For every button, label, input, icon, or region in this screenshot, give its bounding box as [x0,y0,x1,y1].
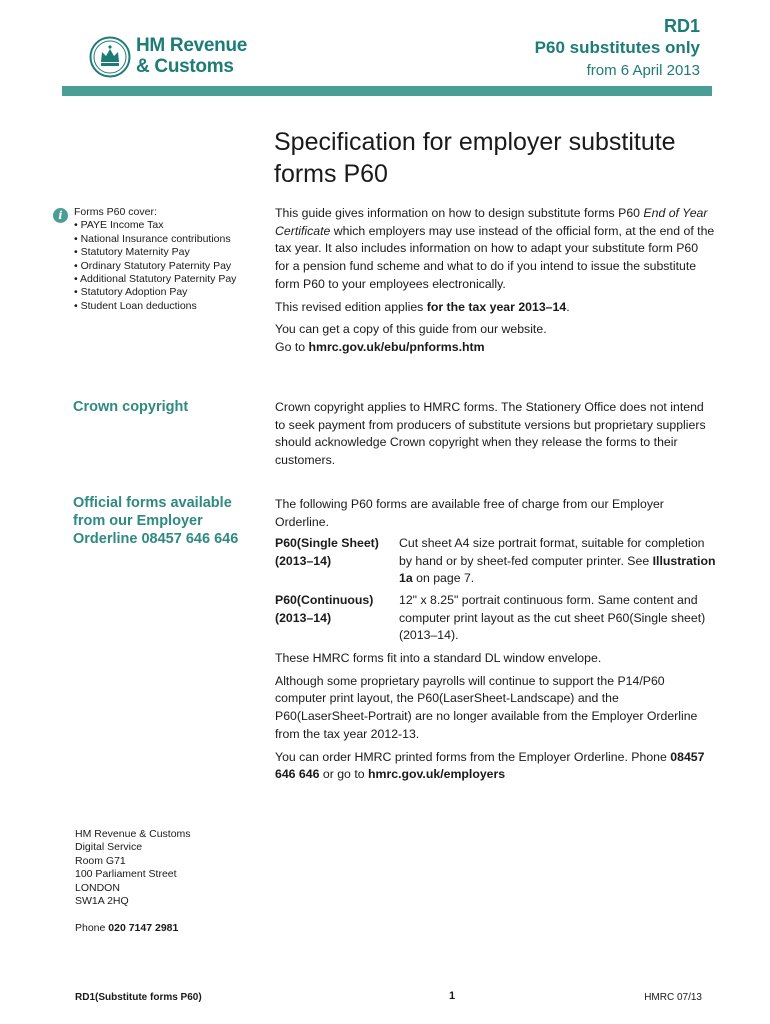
text: This revised edition applies [275,299,427,314]
website-paragraph [275,321,715,356]
address-line: SW1A 2HQ [75,895,129,908]
order-paragraph [275,749,715,784]
tax-year: for the tax year 2013–14 [426,299,567,314]
form-description [399,535,717,588]
forms-cover-box [74,206,236,313]
address-line: HM Revenue & Customs [75,828,191,840]
page-title: Specification for employer substitute forms P60 [274,128,676,188]
envelope-paragraph: These HMRC forms fit into a standard DL window envelope. [275,651,602,665]
text: . [566,299,570,314]
text: You can get a copy of this guide from our website. [275,322,547,337]
address-line: LONDON [75,881,120,894]
official-forms-heading: Official forms available from our Employer Orderline 08457 646 646 [73,495,239,547]
logo-line-1: HM Revenue [136,35,248,56]
list-item: • National Insurance contributions [74,233,236,246]
intro-section [275,205,715,362]
text: Go to [275,339,309,354]
list-item: • Additional Statutory Paternity Pay [74,273,236,286]
official-forms-notes [275,650,715,789]
official-forms-intro: The following P60 forms are available free of charge from our Employer Orderline. [275,497,664,529]
address-line: Room G71 [75,854,126,867]
employers-link[interactable]: hmrc.gov.uk/employers [368,767,506,782]
form-date: from 6 April 2013 [586,62,700,79]
text: Cut sheet A4 size portrait format, suitable for completion by hand or by sheet-fed computer printer. See [399,536,705,568]
phone-label: Phone [75,922,109,934]
hmrc-crest-logo [89,36,131,78]
page-number: 1 [449,990,456,1002]
crown-copyright-text: Crown copyright applies to HMRC forms. The Stationery Office does not intend to seek payment from producers of substitute versions but proprietary suppliers should acknowledge Crown copyright when they release the forms to their customers. [275,400,706,468]
phone-number: 020 7147 2981 [108,922,179,934]
text: 12" x 8.25" portrait continuous form. Same content and computer print layout as the cut sheet P60(Single sheet)(2013–14). [399,593,706,643]
hmrc-logo-text [136,35,247,77]
text: or go to [319,767,368,782]
footer-right: HMRC 07/13 [644,992,702,1003]
form-name: P60(Single Sheet) (2013–14) [275,536,379,568]
text: on page 7. [412,571,475,586]
illustration-ref: Illustration 1a [399,553,716,586]
form-row-single-sheet [275,535,715,589]
text: which employers may use instead of the official form, at the end of the tax year. It also includes information on how to adapt your substitute form P60 for a pension fund scheme and what to do if you intend to issue the substitute form P60 to your employees electronically. [275,223,715,291]
address-line: 100 Parliament Street [75,868,177,881]
list-item: • PAYE Income Tax [74,219,236,232]
form-subtitle: P60 substitutes only [534,38,700,57]
forms-cover-list [74,219,236,313]
header-bar [62,86,712,96]
forms-cover-intro: Forms P60 cover: [74,206,157,218]
logo-line-2: & Customs [136,56,234,77]
list-item: • Student Loan deductions [74,300,236,313]
form-title-emphasis: End of Year Certificate [275,206,708,238]
info-icon: i [53,208,68,223]
list-item: • Statutory Maternity Pay [74,246,236,259]
form-description [399,592,717,645]
list-item: • Ordinary Statutory Paternity Pay [74,260,236,273]
address-line: Digital Service [75,841,143,854]
laser-paragraph: Although some proprietary payrolls will continue to support the P14/P60 computer print layout, the P60(LaserSheet-Landscape) and the P60(LaserSheet-Portrait) are no longer available from the Employer Orderline from the tax year 2012-13. [275,673,698,741]
form-row-continuous [275,592,715,646]
intro-paragraph [275,205,715,294]
guide-link[interactable]: hmrc.gov.uk/ebu/pnforms.htm [308,339,485,354]
text: This guide gives information on how to design substitute forms P60 [275,206,644,220]
form-code: RD1 [663,16,700,36]
edition-paragraph [275,299,715,317]
footer-left: RD1(Substitute forms P60) [75,992,202,1003]
form-name: P60(Continuous) (2013–14) [275,593,374,625]
text: You can order HMRC printed forms from the Employer Orderline. Phone [275,749,671,764]
address-block [75,828,191,908]
orderline-phone: 08457 646 646 [275,749,705,782]
phone-line [75,922,178,934]
crown-copyright-heading: Crown copyright [73,399,189,415]
list-item: • Statutory Adoption Pay [74,286,236,299]
